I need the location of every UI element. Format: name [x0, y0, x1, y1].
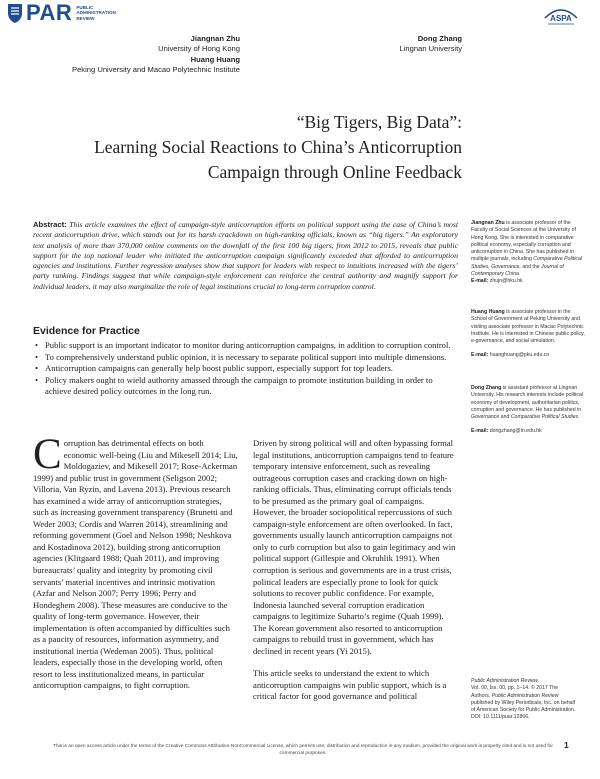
abstract-label: Abstract:: [33, 220, 67, 229]
bio-text: is assistant professor at Lingnan University. His research interests include political economy of development, authoritarian politics, corruption and governance. He has published in: [471, 385, 584, 413]
bio-journals: Governance: [471, 414, 500, 421]
author-affiliation: Lingnan University: [399, 44, 462, 54]
bio-name: Dong Zhang: [471, 385, 502, 391]
journal-abbrev: PAR: [26, 0, 73, 25]
article-title: [42, 110, 462, 185]
email-label: E-mail:: [471, 428, 489, 435]
authors-right: [400, 34, 462, 55]
email-link[interactable]: huanghuang@pku.edu.cn: [489, 352, 550, 359]
pubinfo-journal: Public Administration Review: [491, 692, 559, 699]
bio-text: is associate professor of the Faculty of Social Sciences at the University of Hong Kong. She is interested in comparative political economy, especially corruption and anticorruption in China. She has published in multiple journals, including: [471, 220, 576, 263]
title-line: Learning Social Reactions to China’s Anticorruption: [94, 137, 462, 157]
title-line: “Big Tigers, Big Data”:: [296, 112, 462, 132]
author-affiliation: University of Hong Kong: [158, 44, 240, 54]
author-name: Huang Huang: [190, 54, 240, 64]
author-bio: [471, 309, 587, 360]
author-affiliation: Peking University and Macao Polytechnic Institute: [72, 64, 240, 74]
pubinfo-line: Public Administration Review,: [471, 678, 539, 684]
bio-name: Jiangnan Zhu: [471, 220, 505, 226]
aspa-logo-icon: [542, 4, 580, 26]
journal-full-name: [76, 5, 115, 22]
email-label: E-mail:: [471, 278, 489, 285]
publication-info: [471, 678, 587, 722]
bio-text: is associate professor in the School of Government at Peking University and visiting associate professor in Macao Polytechnic Institute. He is interested in Chinese public policy, e-governance, and social simulation.: [471, 309, 585, 345]
pubinfo-line: [471, 693, 587, 700]
journal-sub-line: PUBLIC: [76, 4, 94, 10]
evidence-item: • To comprehensively understand public opinion, it is necessary to separate political support into multiple dimensions.: [33, 352, 457, 363]
body-column-left: [33, 431, 238, 692]
author-bio: [471, 220, 587, 286]
page-number: 1: [564, 740, 569, 750]
bio-text: .: [518, 271, 521, 278]
evidence-list: [33, 340, 457, 398]
author-bio: [471, 385, 587, 436]
body-paragraph: Driven by strong political will and often bypassing formal legal institutions, anticorruption campaigns tend to feature temporary intensive enforcement, such as revealing outrageous corruption cases and cracking down on high-ranking officials. Thus, eliminating corrupt officials tends to be presumed as the primary goal of campaigns. However, the broader sociopolitical repercussions of such campaign-style enforcement are often overlooked. In fact, governments usually launch anticorruption campaigns not only to curb corruption but also to gain legitimacy and win political support (Gillespie and Okruhlik 1991). When corruption is serious and governments are in a trust crisis, political leaders are especially prone to look for quick solutions to recover public confidence. For example, Indonesia launched several corruption eradication campaigns to legitimize Suharto’s regime (Quah 1999). The Korean government also resorted to anticorruption campaigns to rebuild trust in government, which has declined in recent years (Yi 2015).: [253, 438, 456, 656]
license-footer: This is an open access article under the terms of the Creative Commons Attribution-NonCommercial License, which permits use, distribution and reproduction in any medium, provided the original work is properly cited and is not used for commercial purposes.: [53, 744, 553, 756]
doi[interactable]: DOI: 10.1111/puar.12866.: [471, 714, 530, 721]
abstract: [33, 220, 458, 292]
par-logo: [6, 2, 116, 24]
evidence-heading: Evidence for Practice: [33, 325, 140, 337]
aspa-logo-text: ASPA: [550, 14, 572, 23]
body-paragraph: [33, 431, 238, 692]
pubinfo-line: Vol. 00, Iss. 00, pp. 1–14. © 2017 The: [471, 685, 559, 692]
drop-cap: C: [33, 431, 62, 478]
authors-left: [72, 34, 240, 75]
journal-sub-line: ADMINISTRATION: [76, 10, 116, 16]
email-link[interactable]: zhujn@hku.hk: [489, 278, 523, 285]
shield-icon: [6, 2, 24, 24]
email-label: E-mail:: [471, 352, 489, 359]
bio-text: and the: [520, 263, 542, 270]
body-paragraph: This article seeks to understand the extent to which anticorruption campaigns win public support, which is a critical factor for good governance and political: [253, 668, 447, 702]
pubinfo-line: of American Society for Public Administration.: [471, 707, 576, 714]
journal-sub-line: REVIEW: [76, 15, 95, 21]
journal-header: [0, 0, 600, 29]
evidence-item: • Policy makers ought to wield authority amassed through the campaign to promote institution building in order to achieve desired policy outcomes in the long run.: [33, 375, 457, 397]
author-name: Dong Zhang: [417, 34, 462, 43]
bio-text: and: [499, 414, 511, 421]
abstract-text: This article examines the effect of campaign-style anticorruption efforts on political support using the case of China’s most recent anticorruption drive, which stands out for its harsh crackdown on high-ranking officials, known as “big tigers.” An exploratory text analysis of more than 370,000 online comments on the downfall of the first 100 big tigers, from 2012 to 2015, reveals that public support for the top national leader who initiated the anticorruption campaign significantly exceeded that afforded to anticorruption agencies and institutions. Further regression analyses show that support for leaders with respect to intuitions increased with the tigers’ party ranking. Findings suggest that while campaign-style enforcement can reinforce the central authority and magnify support for individual leaders, it may also marginalize the role of legal institutions crucial to long-term corruption control.: [33, 220, 458, 291]
title-line: Campaign through Online Feedback: [207, 162, 462, 182]
bio-text: .: [578, 414, 580, 421]
bio-journals: Comparative Political Studies: [510, 414, 579, 421]
bio-journals: Journal of Contemporary China: [471, 263, 564, 278]
bio-name: Huang Huang: [471, 309, 505, 315]
body-column-right: [253, 438, 458, 703]
author-name: Jiangnan Zhu: [190, 34, 240, 43]
pubinfo-text: Authors.: [471, 692, 492, 699]
body-text: orruption has detrimental effects on both economic well-being (Liu and Mikesell 2014; Liu, Moldogaziev, and Mikesell 2017; Rose-Ackerman 1999) and public trust in government (Seligson 2002; Villoria, Van Ryzin, and Lavena 2013). Previous research has examined a wide array of anticorruption strategies, such as increasing government transparency (Brunetti and Weder 2003; Cordis and Warren 2014), streamlining and reforming government (Goel and Nelson 1998; Neshkova and Kostadinova 2012), building strong anticorruption agencies (Klitgaard 1988; Quah 2011), and improving bureaucrats’ quality and integrity by promoting civil servants’ material incentives and intrinsic motivation (Azfar and Nelson 2007; Perry 1996; Perry and Hondeghem 2008). These measures are conducive to the quality of long-term governance. However, their implementation is often accompanied by difficulties such as a paucity of resources, information asymmetry, and institutional inertia (Wedeman 2005). Thus, political leaders, especially those in the developing world, often resort to less institutionalized means, in particular anticorruption campaigns, to fight corruption.: [33, 438, 238, 691]
bio-journals: Comparative Political Studies, Governance,: [471, 256, 583, 270]
evidence-item: • Anticorruption campaigns can generally help boost public support, especially support for top leaders.: [33, 363, 457, 374]
evidence-item: • Public support is an important indicator to monitor during anticorruption campaigns, in addition to corruption control.: [33, 340, 457, 351]
pubinfo-line: published by Wiley Periodicals, Inc. on behalf: [471, 699, 576, 706]
email-link[interactable]: dongzhang@ln.edu.hk: [489, 428, 542, 435]
